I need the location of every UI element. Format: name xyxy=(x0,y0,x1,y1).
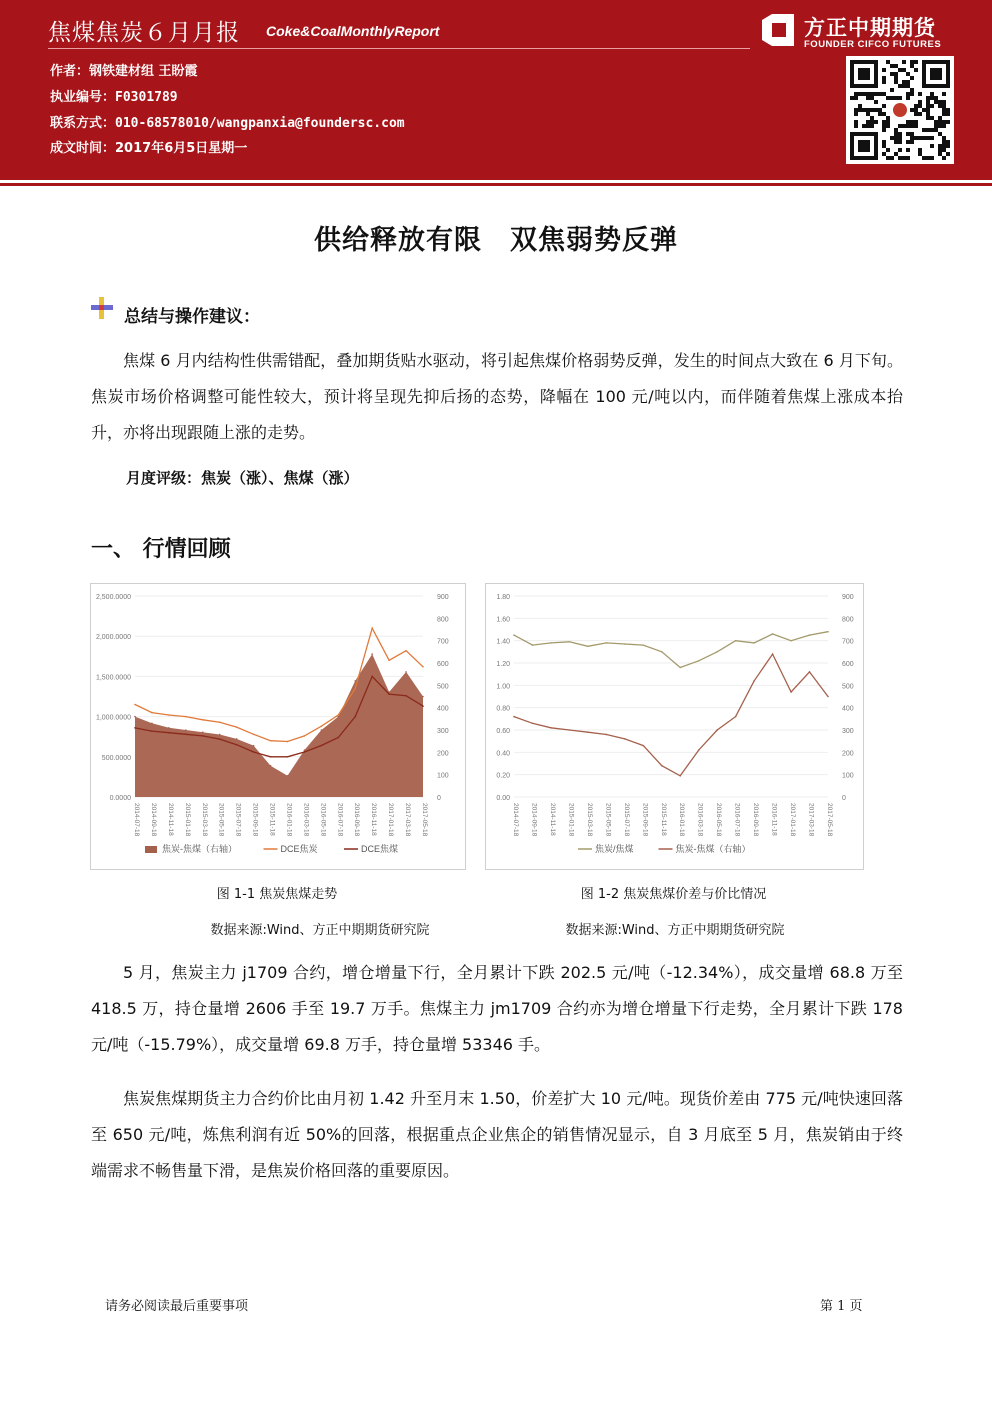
data-point xyxy=(337,737,339,739)
legend-swatch xyxy=(145,846,157,853)
x-tick-label: 2016-11-18 xyxy=(770,803,778,836)
data-point xyxy=(532,723,534,725)
left-tick-label: 0.80 xyxy=(496,705,510,713)
x-tick-label: 2016-09-18 xyxy=(752,803,760,837)
data-point xyxy=(371,627,373,629)
data-point xyxy=(321,729,323,731)
data-point xyxy=(405,650,407,652)
x-tick-label: 2016-05-18 xyxy=(319,803,327,837)
data-point xyxy=(371,676,373,678)
x-tick-label: 2015-11-18 xyxy=(268,803,276,836)
x-tick-label: 2015-05-18 xyxy=(217,803,225,837)
report-subtitle: Coke&CoalMonthlyReport xyxy=(266,23,440,39)
left-tick-label: 0.00 xyxy=(496,795,510,802)
right-tick-label: 900 xyxy=(842,594,854,601)
series-line-1 xyxy=(514,654,828,776)
data-point xyxy=(219,738,221,740)
right-tick-label: 600 xyxy=(437,661,449,668)
data-point xyxy=(185,716,187,718)
data-point xyxy=(321,745,323,747)
page-number: 第 1 页 xyxy=(820,1299,863,1314)
x-tick-label: 2017-03-18 xyxy=(404,803,412,837)
left-tick-label: 1.20 xyxy=(496,661,510,668)
data-point xyxy=(790,691,792,693)
data-point xyxy=(134,704,136,706)
x-tick-label: 2016-03-18 xyxy=(696,803,704,837)
x-tick-label: 2017-01-18 xyxy=(387,803,395,837)
data-point xyxy=(202,735,204,737)
data-point xyxy=(679,667,681,669)
data-point xyxy=(809,671,811,673)
data-point xyxy=(236,738,238,740)
data-point xyxy=(513,634,515,636)
x-tick-label: 2015-07-18 xyxy=(622,803,630,837)
x-tick-label: 2016-05-18 xyxy=(715,803,723,837)
right-tick-label: 800 xyxy=(437,616,449,624)
data-point xyxy=(202,731,204,733)
left-tick-label: 500.0000 xyxy=(101,754,131,762)
data-point xyxy=(168,727,170,729)
data-point xyxy=(151,723,153,725)
x-tick-label: 2016-01-18 xyxy=(678,803,686,837)
x-tick-label: 2015-09-18 xyxy=(641,803,649,837)
right-tick-label: 500 xyxy=(842,683,854,691)
left-tick-label: 1,000.0000 xyxy=(95,714,131,722)
data-point xyxy=(253,733,255,735)
data-point xyxy=(287,775,289,777)
data-point xyxy=(422,696,424,698)
data-point xyxy=(679,775,681,777)
main-title: 供给释放有限 双焦弱势反弹 xyxy=(314,225,678,256)
figure-1-source: 数据来源:Wind、方正中期期货研究院 xyxy=(210,923,430,938)
left-tick-label: 1.60 xyxy=(496,616,510,624)
x-tick-label: 2014-07-18 xyxy=(133,803,140,837)
right-tick-label: 600 xyxy=(842,661,854,668)
meta-license: 执业编号：F0301789 xyxy=(50,90,178,105)
data-point xyxy=(219,721,221,723)
data-point xyxy=(185,733,187,735)
data-point xyxy=(827,696,829,698)
x-tick-label: 2014-11-18 xyxy=(548,803,556,836)
x-tick-label: 2017-05-18 xyxy=(826,803,833,837)
data-point xyxy=(569,641,571,643)
figure-2-caption: 图 1-2 焦炭焦煤价差与价比情况 xyxy=(580,887,767,902)
market-paragraph-2: 焦炭焦煤期货主力合约价比由月初 1.42 升至月末 1.50，价差扩大 10 元/吨。现货价差由 775 元/吨快速回落至 650 元/吨，炼焦利润有近 50%的回落，根据重点企业焦企的销售情况显示，自 3 月底至 5 月，焦炭销由于终端需求不畅售量下滑，是焦炭价格回落的重要原因。 xyxy=(91,1089,903,1180)
data-point xyxy=(304,749,306,751)
data-point xyxy=(661,765,663,767)
logo-text-en: FOUNDER CIFCO FUTURES xyxy=(804,39,942,50)
right-tick-label: 400 xyxy=(437,705,449,713)
data-point xyxy=(185,729,187,731)
right-tick-label: 300 xyxy=(842,728,854,735)
meta-author: 作者：钢铁建材组 王盼霞 xyxy=(50,64,198,79)
data-point xyxy=(270,740,272,742)
data-point xyxy=(606,642,608,644)
data-point xyxy=(624,738,626,740)
left-tick-label: 1,500.0000 xyxy=(95,674,131,682)
x-tick-label: 2015-09-18 xyxy=(251,803,259,837)
x-tick-label: 2017-03-18 xyxy=(807,803,815,837)
data-point xyxy=(422,666,424,668)
data-point xyxy=(642,644,644,646)
figure-2-source: 数据来源:Wind、方正中期期货研究院 xyxy=(565,923,785,938)
chart-2-svg xyxy=(486,584,863,869)
left-tick-label: 2,500.0000 xyxy=(95,594,131,601)
data-point xyxy=(698,660,700,662)
right-tick-label: 0 xyxy=(437,795,441,802)
data-point xyxy=(772,653,774,655)
x-tick-label: 2015-01-18 xyxy=(183,803,191,837)
report-title: 焦煤焦炭６月月报 xyxy=(48,20,240,46)
data-point xyxy=(388,693,390,695)
data-point xyxy=(532,644,534,646)
x-tick-label: 2015-03-18 xyxy=(585,803,593,837)
data-point xyxy=(698,749,700,751)
data-point xyxy=(587,731,589,733)
left-tick-label: 1.00 xyxy=(496,683,510,691)
data-point xyxy=(270,756,272,758)
header-rule xyxy=(0,183,992,186)
data-point xyxy=(661,651,663,653)
data-point xyxy=(716,651,718,653)
footer-disclaimer: 请务必阅读最后重要事项 xyxy=(105,1299,249,1314)
x-tick-label: 2016-09-18 xyxy=(353,803,361,837)
x-tick-label: 2016-07-18 xyxy=(733,803,741,837)
left-tick-label: 2,000.0000 xyxy=(95,634,131,642)
legend-label: 焦炭/焦煤 xyxy=(595,844,634,854)
data-point xyxy=(304,735,306,737)
right-tick-label: 400 xyxy=(842,705,854,713)
data-point xyxy=(371,653,373,655)
data-point xyxy=(168,714,170,716)
series-area-0 xyxy=(135,654,423,797)
x-tick-label: 2017-05-18 xyxy=(421,803,428,837)
data-point xyxy=(513,716,515,718)
x-tick-label: 2014-09-18 xyxy=(149,803,157,837)
x-tick-label: 2016-11-18 xyxy=(370,803,378,836)
data-point xyxy=(624,643,626,645)
chart-1-svg xyxy=(91,584,465,869)
data-point xyxy=(304,751,306,753)
data-point xyxy=(151,712,153,714)
data-point xyxy=(422,705,424,707)
x-tick-label: 2014-11-18 xyxy=(166,803,174,836)
right-tick-label: 100 xyxy=(842,772,854,780)
left-tick-label: 0.60 xyxy=(496,728,510,735)
logo-mark-icon xyxy=(760,12,796,48)
left-tick-label: 1.80 xyxy=(496,594,510,601)
data-point xyxy=(772,633,774,635)
left-tick-label: 0.0000 xyxy=(109,795,131,802)
data-point xyxy=(405,695,407,697)
x-tick-label: 2015-07-18 xyxy=(234,803,242,837)
data-point xyxy=(354,680,356,682)
data-point xyxy=(337,714,339,716)
report-header xyxy=(0,0,992,180)
data-point xyxy=(753,642,755,644)
right-tick-label: 900 xyxy=(437,594,449,601)
legend-label: DCE焦炭 xyxy=(280,844,318,854)
legend-label: 焦炭-焦煤（右轴） xyxy=(162,844,237,854)
data-point xyxy=(809,634,811,636)
right-tick-label: 100 xyxy=(437,772,449,780)
market-paragraph-1: 5 月，焦炭主力 j1709 合约，增仓增量下行，全月累计下跌 202.5 元/吨（-12.34%），成交量增 68.8 万至 418.5 万，持仓量增 2606 手至 19.7 万手。焦煤主力 jm1709 合约亦为增仓增量下行走势，全月累计下跌 178 元/吨（-15.79%），成交量增 69.8 万手，持仓量增 53346 手。 xyxy=(91,963,903,1054)
data-point xyxy=(790,640,792,642)
legend-label: 焦炭-焦煤（右轴） xyxy=(675,844,751,854)
x-tick-label: 2015-03-18 xyxy=(200,803,208,837)
data-point xyxy=(151,730,153,732)
data-point xyxy=(550,642,552,644)
x-tick-label: 2017-01-18 xyxy=(789,803,797,837)
data-point xyxy=(550,727,552,729)
section-heading-market-review: 一、 行情回顾 xyxy=(91,537,231,562)
data-point xyxy=(270,765,272,767)
data-point xyxy=(253,745,255,747)
meta-contact: 联系方式：010-68578010/wangpanxia@foundersc.com xyxy=(50,116,405,131)
chart-spread-ratio xyxy=(485,583,864,870)
figure-1-caption: 图 1-1 焦炭焦煤走势 xyxy=(216,887,338,902)
right-tick-label: 700 xyxy=(842,638,854,646)
legend-label: DCE焦煤 xyxy=(361,844,399,854)
summary-heading: 总结与操作建议： xyxy=(124,307,260,327)
x-tick-label: 2015-01-18 xyxy=(567,803,575,837)
data-point xyxy=(716,729,718,731)
data-point xyxy=(236,726,238,728)
data-point xyxy=(735,716,737,718)
title-underline xyxy=(48,48,750,49)
data-point xyxy=(753,680,755,682)
data-point xyxy=(388,660,390,662)
data-point xyxy=(642,745,644,747)
right-tick-label: 200 xyxy=(437,750,449,758)
x-tick-label: 2016-07-18 xyxy=(336,803,344,837)
monthly-rating: 月度评级：焦炭（涨）、焦煤（涨） xyxy=(126,469,359,487)
x-tick-label: 2014-09-18 xyxy=(530,803,538,837)
data-point xyxy=(287,741,289,743)
data-point xyxy=(354,688,356,690)
right-tick-label: 300 xyxy=(437,728,449,735)
data-point xyxy=(405,671,407,673)
logo-text-cn: 方正中期期货 xyxy=(804,16,936,40)
data-point xyxy=(134,716,136,718)
x-tick-label: 2016-01-18 xyxy=(285,803,293,837)
data-point xyxy=(569,729,571,731)
data-point xyxy=(287,756,289,758)
x-tick-label: 2015-05-18 xyxy=(604,803,612,837)
x-tick-label: 2016-03-18 xyxy=(302,803,310,837)
data-point xyxy=(219,734,221,736)
data-point xyxy=(202,719,204,721)
company-logo xyxy=(760,12,960,52)
data-point xyxy=(827,631,829,633)
left-tick-label: 1.40 xyxy=(496,638,510,646)
chart-coke-coal-trend xyxy=(90,583,466,870)
left-tick-label: 0.20 xyxy=(496,772,510,780)
bullet-cross-icon xyxy=(91,297,113,319)
right-tick-label: 0 xyxy=(842,795,846,802)
series-line-0 xyxy=(514,632,828,668)
data-point xyxy=(168,732,170,734)
data-point xyxy=(236,744,238,746)
data-point xyxy=(735,640,737,642)
data-point xyxy=(321,725,323,727)
data-point xyxy=(587,645,589,647)
qr-code-icon xyxy=(846,56,954,164)
summary-paragraph: 焦煤 6 月内结构性供需错配，叠加期货贴水驱动，将引起焦煤价格弱势反弹，发生的时间点大致在 6 月下旬。焦炭市场价格调整可能性较大，预计将呈现先抑后扬的态势，降幅在 100 元/吨以内，而伴随着焦煤上涨成本抬升，亦将出现跟随上涨的走势。 xyxy=(91,351,903,442)
right-tick-label: 800 xyxy=(842,616,854,624)
x-tick-label: 2014-07-18 xyxy=(512,803,519,837)
x-tick-label: 2015-11-18 xyxy=(659,803,667,836)
right-tick-label: 200 xyxy=(842,750,854,758)
right-tick-label: 500 xyxy=(437,683,449,691)
left-tick-label: 0.40 xyxy=(496,750,510,758)
data-point xyxy=(606,734,608,736)
right-tick-label: 700 xyxy=(437,638,449,646)
meta-date: 成文时间：2017年6月5日星期一 xyxy=(50,141,248,156)
data-point xyxy=(253,751,255,753)
data-point xyxy=(134,727,136,729)
data-point xyxy=(354,716,356,718)
